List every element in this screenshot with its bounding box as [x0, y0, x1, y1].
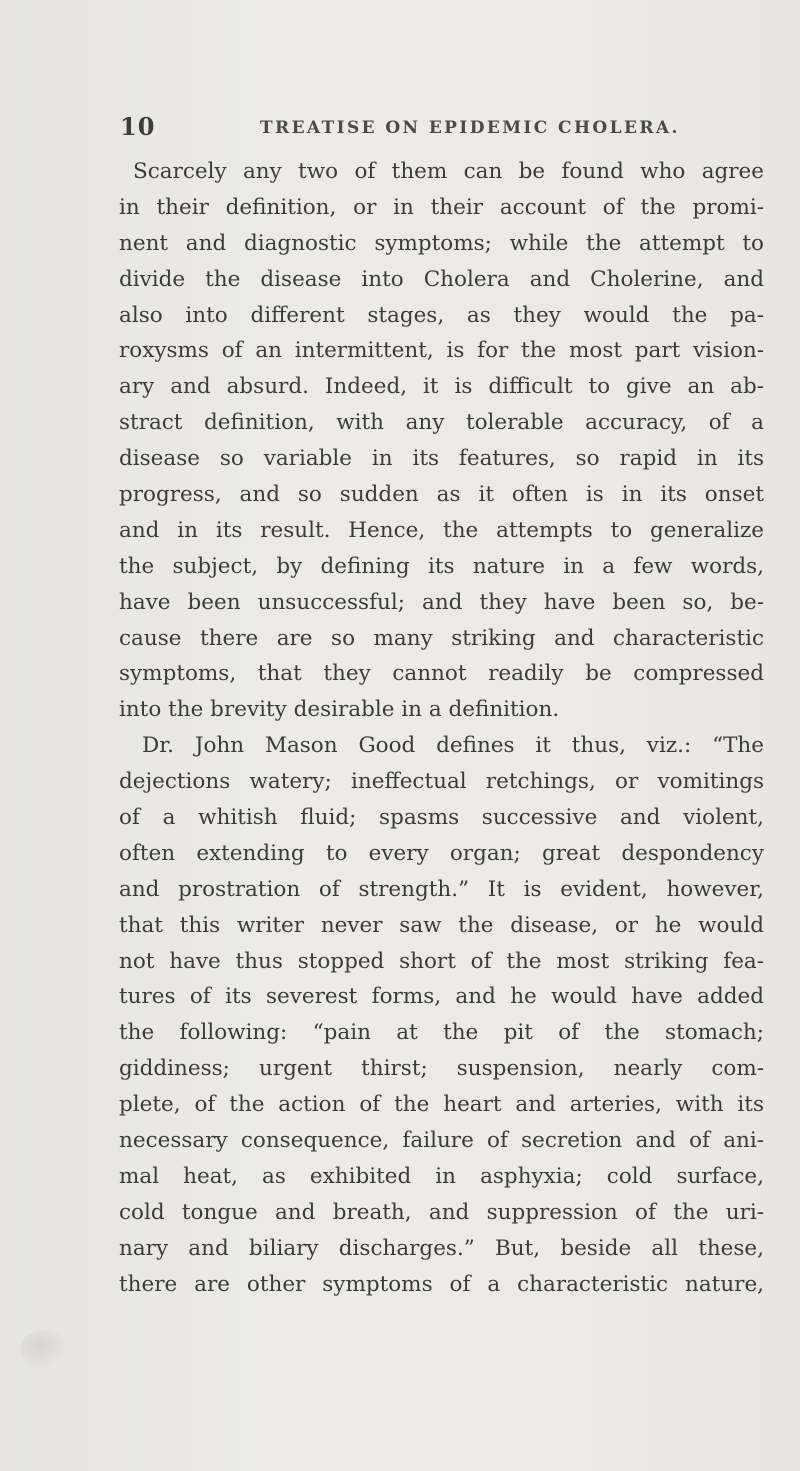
text-line: mal heat, as exhibited in asphyxia; cold surface, — [119, 1163, 764, 1189]
text-line: nent and diagnostic symptoms; while the attempt to — [119, 230, 764, 256]
text-line: ary and absurd. Indeed, it is difficult to give an ab- — [119, 374, 764, 400]
text-line: the subject, by defining its nature in a few words, — [119, 553, 764, 579]
text-line: Dr. John Mason Good defines it thus, viz.: “The — [142, 733, 764, 759]
text-line: there are other symptoms of a characteristic nature, — [119, 1271, 764, 1297]
text-line: tures of its severest forms, and he would have added — [119, 984, 764, 1010]
text-line: symptoms, that they cannot readily be compressed — [119, 661, 764, 687]
text-line: cold tongue and breath, and suppression of the uri- — [119, 1199, 764, 1225]
body-text — [119, 154, 764, 1303]
text-line: progress, and so sudden as it often is in its onset — [119, 482, 764, 508]
text-line: cause there are so many striking and characteristic — [119, 625, 764, 651]
text-line: dejections watery; ineffectual retchings, or vomitings — [119, 769, 764, 795]
text-line: into the brevity desirable in a definition. — [119, 697, 560, 723]
text-line: in their definition, or in their account of the promi- — [119, 194, 764, 220]
text-line: also into different stages, as they would the pa- — [119, 302, 764, 328]
text-line: giddiness; urgent thirst; suspension, nearly com- — [119, 1056, 764, 1082]
page-number: 10 — [120, 112, 156, 141]
paper-stain — [20, 1330, 68, 1370]
text-line: nary and biliary discharges.” But, beside all these, — [119, 1235, 764, 1261]
text-line: disease so variable in its features, so rapid in its — [119, 446, 764, 472]
text-line: that this writer never saw the disease, or he would — [119, 912, 764, 938]
text-line: roxysms of an intermittent, is for the most part vision- — [119, 338, 764, 364]
running-head: TREATISE ON EPIDEMIC CHOLERA. — [260, 118, 680, 138]
text-line: necessary consequence, failure of secretion and of ani- — [119, 1128, 764, 1154]
text-line: and prostration of strength.” It is evident, however, — [119, 876, 764, 902]
text-line: plete, of the action of the heart and arteries, with its — [119, 1092, 764, 1118]
paragraph-1 — [119, 154, 764, 728]
text-line: often extending to every organ; great despondency — [119, 840, 764, 866]
text-line: Scarcely any two of them can be found who agree — [133, 159, 764, 184]
page-header — [120, 112, 760, 146]
text-line: not have thus stopped short of the most striking fea- — [119, 948, 764, 974]
text-line: the following: “pain at the pit of the stomach; — [119, 1020, 764, 1046]
text-line: of a whitish fluid; spasms successive and violent, — [119, 805, 764, 831]
paragraph-2 — [119, 728, 764, 1302]
text-line: and in its result. Hence, the attempts to generalize — [119, 517, 764, 543]
text-line: divide the disease into Cholera and Cholerine, and — [119, 266, 764, 292]
text-line: have been unsuccessful; and they have been so, be- — [119, 589, 764, 615]
text-line: stract definition, with any tolerable accuracy, of a — [119, 410, 764, 436]
